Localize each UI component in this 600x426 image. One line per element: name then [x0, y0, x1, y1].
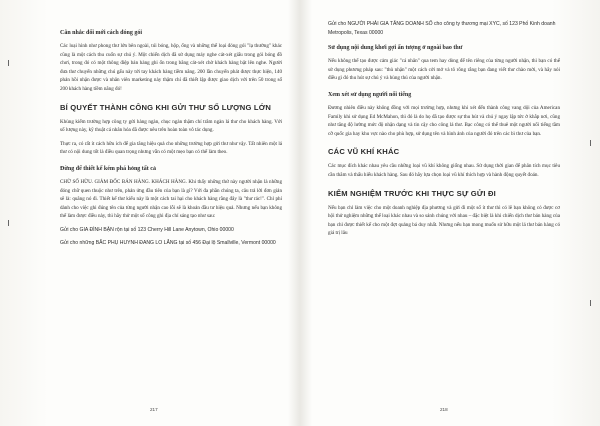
address-example: Gửi cho những BẮC PHỤ HUYNH ĐANG LO LẮNG tại số 456 Đại lộ Smallville, Vermont 00000: [60, 239, 276, 246]
address-example: Gửi cho GIA ĐÌNH BẬN rộn tại số 123 Cherry Hill Lane Anytown, Ohio 00000: [60, 226, 234, 233]
address-example: Gửi cho NGƯỜI PHẢI GIA TĂNG DOANH SỐ cho công ty thương mại XYC, số 123 Phố Kinh doanh Metropolis, Texas 00000: [328, 21, 556, 36]
chapter-heading: KIỂM NGHIỆM TRƯỚC KHI THỰC SỰ GỬI ĐI: [328, 188, 496, 198]
chapter-heading: CÁC VŨ KHÍ KHÁC: [328, 147, 400, 157]
page-number: 218: [440, 407, 448, 412]
page-number: 217: [150, 407, 158, 412]
paragraph: Các loại hình như phong thư lớn bên ngoài, túi bóng, hộp, ống và những thể loại đóng gói "lạ thường" khác cũng là một cách thu cuốn sự chú ý. Một chiến dịch đã sử dụng máy nghe cát-xét giấu trong gói bóng đồ chơi, trong đó có một thông điệp bán hàng ghi ổn trong băng cát-xét chờ khách hàng bật lên nghe. Người đưa thư chuyển những chú gấu này tới tay khách hàng tiềm năng. 200 lần chuyển phát được thực hiện, 140 phản hồi nhận được và nhân viên marketing này thậm chí đã thiết lập được giao dịch với trên 50 trong số 200 khách hàng tiềm năng đó!: [60, 43, 282, 92]
paragraph: Thực ra, có rất ít cách hữu ích để gia tăng hiệu quả cho những trường hợp gửi thư như vậy. Tất nhiên một lá thư có nội dung tốt là điều quan trọng nhưng vẫn có một mẹo bạn có thể làm theo.: [60, 140, 282, 156]
paragraph: Nếu bạn chỉ làm việc cho một doanh nghiệp địa phương và gửi đi một số ít thư thì có lẽ bạn không có được cơ hội thử nghiệm những thể loại khác nhau và so sánh chúng với nhau – đặc biệt là khi chiến dịch thư bán hàng của bạn chỉ được thiết kế cho một đợt quảng bá duy nhất. Nhưng nếu bạn mong muốn sử hữu một lá thư bán hàng có giá trị lâu: [328, 204, 560, 237]
right-page: [300, 0, 600, 426]
section-heading: Sử dụng nội dung khơi gợi ấn tượng ở ngoài bao thư: [328, 45, 463, 52]
paragraph: Nếu không thể tạo được cảm giác "cá nhân" qua tem hay dòng để tên riêng của từng người nhận, thì bạn có thể sử dụng phương pháp sau: "thủ nhận" một cách cởi mở và tô rõng rằng bạn đang viết thư chào mời, và hãy nói điều gì đó thu hút sự chú ý và hùng thú của người nhận.: [328, 58, 560, 82]
paragraph: CHỮ SỐ HỮU. GIẢM ĐỐC BÁN HÀNG. KHÁCH HÀNG. Khi thấy những thứ này người nhận là những đóng chữ quen thuộc như trên, phản ứng đầu tiên của bạn là gì? Với đa phần chúng ta, câu trả lời đơn giản sẽ là: quăng nó đi. Thiết kế thư kiểu này là một cách tai hại cho khách hàng rằng đây là "thư rác!". Chỉ phí dành cho việc ghi đúng tên của từng người nhận cao lỗi sẽ là khoản đầu tư hiệu quả. Nhưng nếu bạn không thể làm được điều này, thì hãy thử một số công ghi địa chỉ sáng tạo như sau:: [60, 178, 282, 220]
paragraph: Các mục đích khác nhau yêu cầu những loại vũ khí không giống nhau. Sử dụng thời gian để phân tích mục tiêu cần thăm và thấu hiểu khách hàng. Sau đó hãy lựa chọn loại vũ khí thích hợp và hành động quyết đoán.: [328, 163, 560, 178]
section-heading: Đừng để thiết kế kém phá hỏng tất cả: [60, 165, 156, 172]
chapter-heading: BÍ QUYẾT THÀNH CÔNG KHI GỬI THƯ SỐ LƯỢNG LỚN: [60, 102, 272, 112]
paragraph: Khùng kiểm trường hợp công ty gửi hàng ngàn, chục ngàn thậm chí trăm ngàn lá thư cho khách hàng. Với số lượng này, kỹ thuật cá nhân hóa đã được nêu trên hoàn toàn vô tác dụng.: [60, 118, 282, 134]
section-heading: Cân nhắc đổi mới cách đóng gói: [60, 30, 143, 36]
paragraph: Đương nhiên điều này không đồng với mọi trường hợp, nhưng khi xét đến thành công vang dội của American Family khi sử dụng Ed McMahon, thì đó là do họ đã tạo được sự thu hút và chú ý ngay lập tức ở khắp nơi, cũng như tăng độ lường mức độ nhận dạng và tin cậy cho công lá thư. Bạc công có thể thuê một người nổi tiếng tầm cỡ quốc gia hay khu vực nào cho phù hợp, sử dụng tên và hình ảnh của người đó trên các bì thư của bạn.: [328, 104, 560, 137]
section-heading: Xem xét sử dụng người nổi tiếng: [328, 91, 412, 98]
